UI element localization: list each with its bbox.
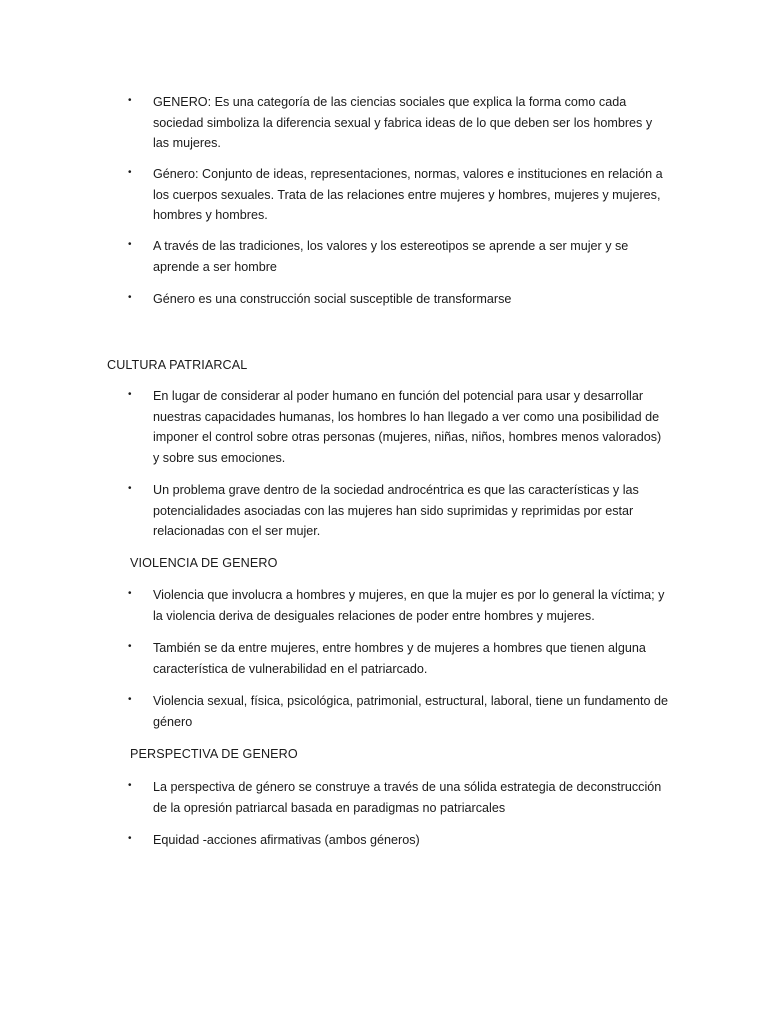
bullet-icon: • (128, 780, 132, 791)
list-item-text: GENERO: Es una categoría de las ciencias sociales que explica la forma como cada sociedad simboliza la diferencia sexual y fabrica ideas de lo que deben ser los hombres y las mujeres. (153, 95, 653, 150)
bullet-icon: • (128, 641, 132, 652)
bullet-icon: • (128, 292, 132, 303)
bullet-icon: • (128, 167, 132, 178)
list-item-text: Un problema grave dentro de la sociedad androcéntrica es que las características y las potencialidades asociadas con las mujeres han sido suprimidas y reprimidas por estar relacionadas con el ser mujer. (153, 483, 639, 538)
bullet-icon: • (128, 833, 132, 844)
section-heading: CULTURA PATRIARCAL (107, 358, 248, 372)
list-item-text: La perspectiva de género se construye a través de una sólida estrategia de deconstrucción de la opresión patriarcal basada en paradigmas no patriarcales (153, 780, 662, 815)
list-item-text: Equidad -acciones afirmativas (ambos géneros) (153, 833, 420, 847)
bullet-icon: • (128, 588, 132, 599)
list-item-text: Género es una construcción social susceptible de transformarse (153, 292, 512, 306)
bullet-icon: • (128, 483, 132, 494)
section-heading: VIOLENCIA DE GENERO (130, 556, 278, 570)
list-item-text: Violencia que involucra a hombres y mujeres, en que la mujer es por lo general la víctima; y la violencia deriva de desiguales relaciones de poder entre hombres y mujeres. (153, 588, 665, 623)
bullet-icon: • (128, 239, 132, 250)
bullet-icon: • (128, 95, 132, 106)
list-item-text: En lugar de considerar al poder humano en función del potencial para usar y desarrollar nuestras capacidades humanas, los hombres lo han llegado a ver como una posibilidad de imponer el control sobre otras personas (mujeres, niñas, niños, hombres menos valorados) y sobre sus emociones. (153, 389, 662, 465)
section-heading: PERSPECTIVA DE GENERO (130, 747, 298, 761)
list-item-text: También se da entre mujeres, entre hombres y de mujeres a hombres que tienen alguna característica de vulnerabilidad en el patriarcado. (153, 641, 646, 676)
bullet-icon: • (128, 694, 132, 705)
list-item-text: A través de las tradiciones, los valores y los estereotipos se aprende a ser mujer y se aprende a ser hombre (153, 239, 629, 274)
list-item-text: Violencia sexual, física, psicológica, patrimonial, estructural, laboral, tiene un fundamento de género (153, 694, 669, 729)
list-item-text: Género: Conjunto de ideas, representaciones, normas, valores e instituciones en relación a los cuerpos sexuales. Trata de las relaciones entre mujeres y hombres, mujeres y mujeres, hombres y hombres. (153, 167, 663, 222)
bullet-icon: • (128, 389, 132, 400)
